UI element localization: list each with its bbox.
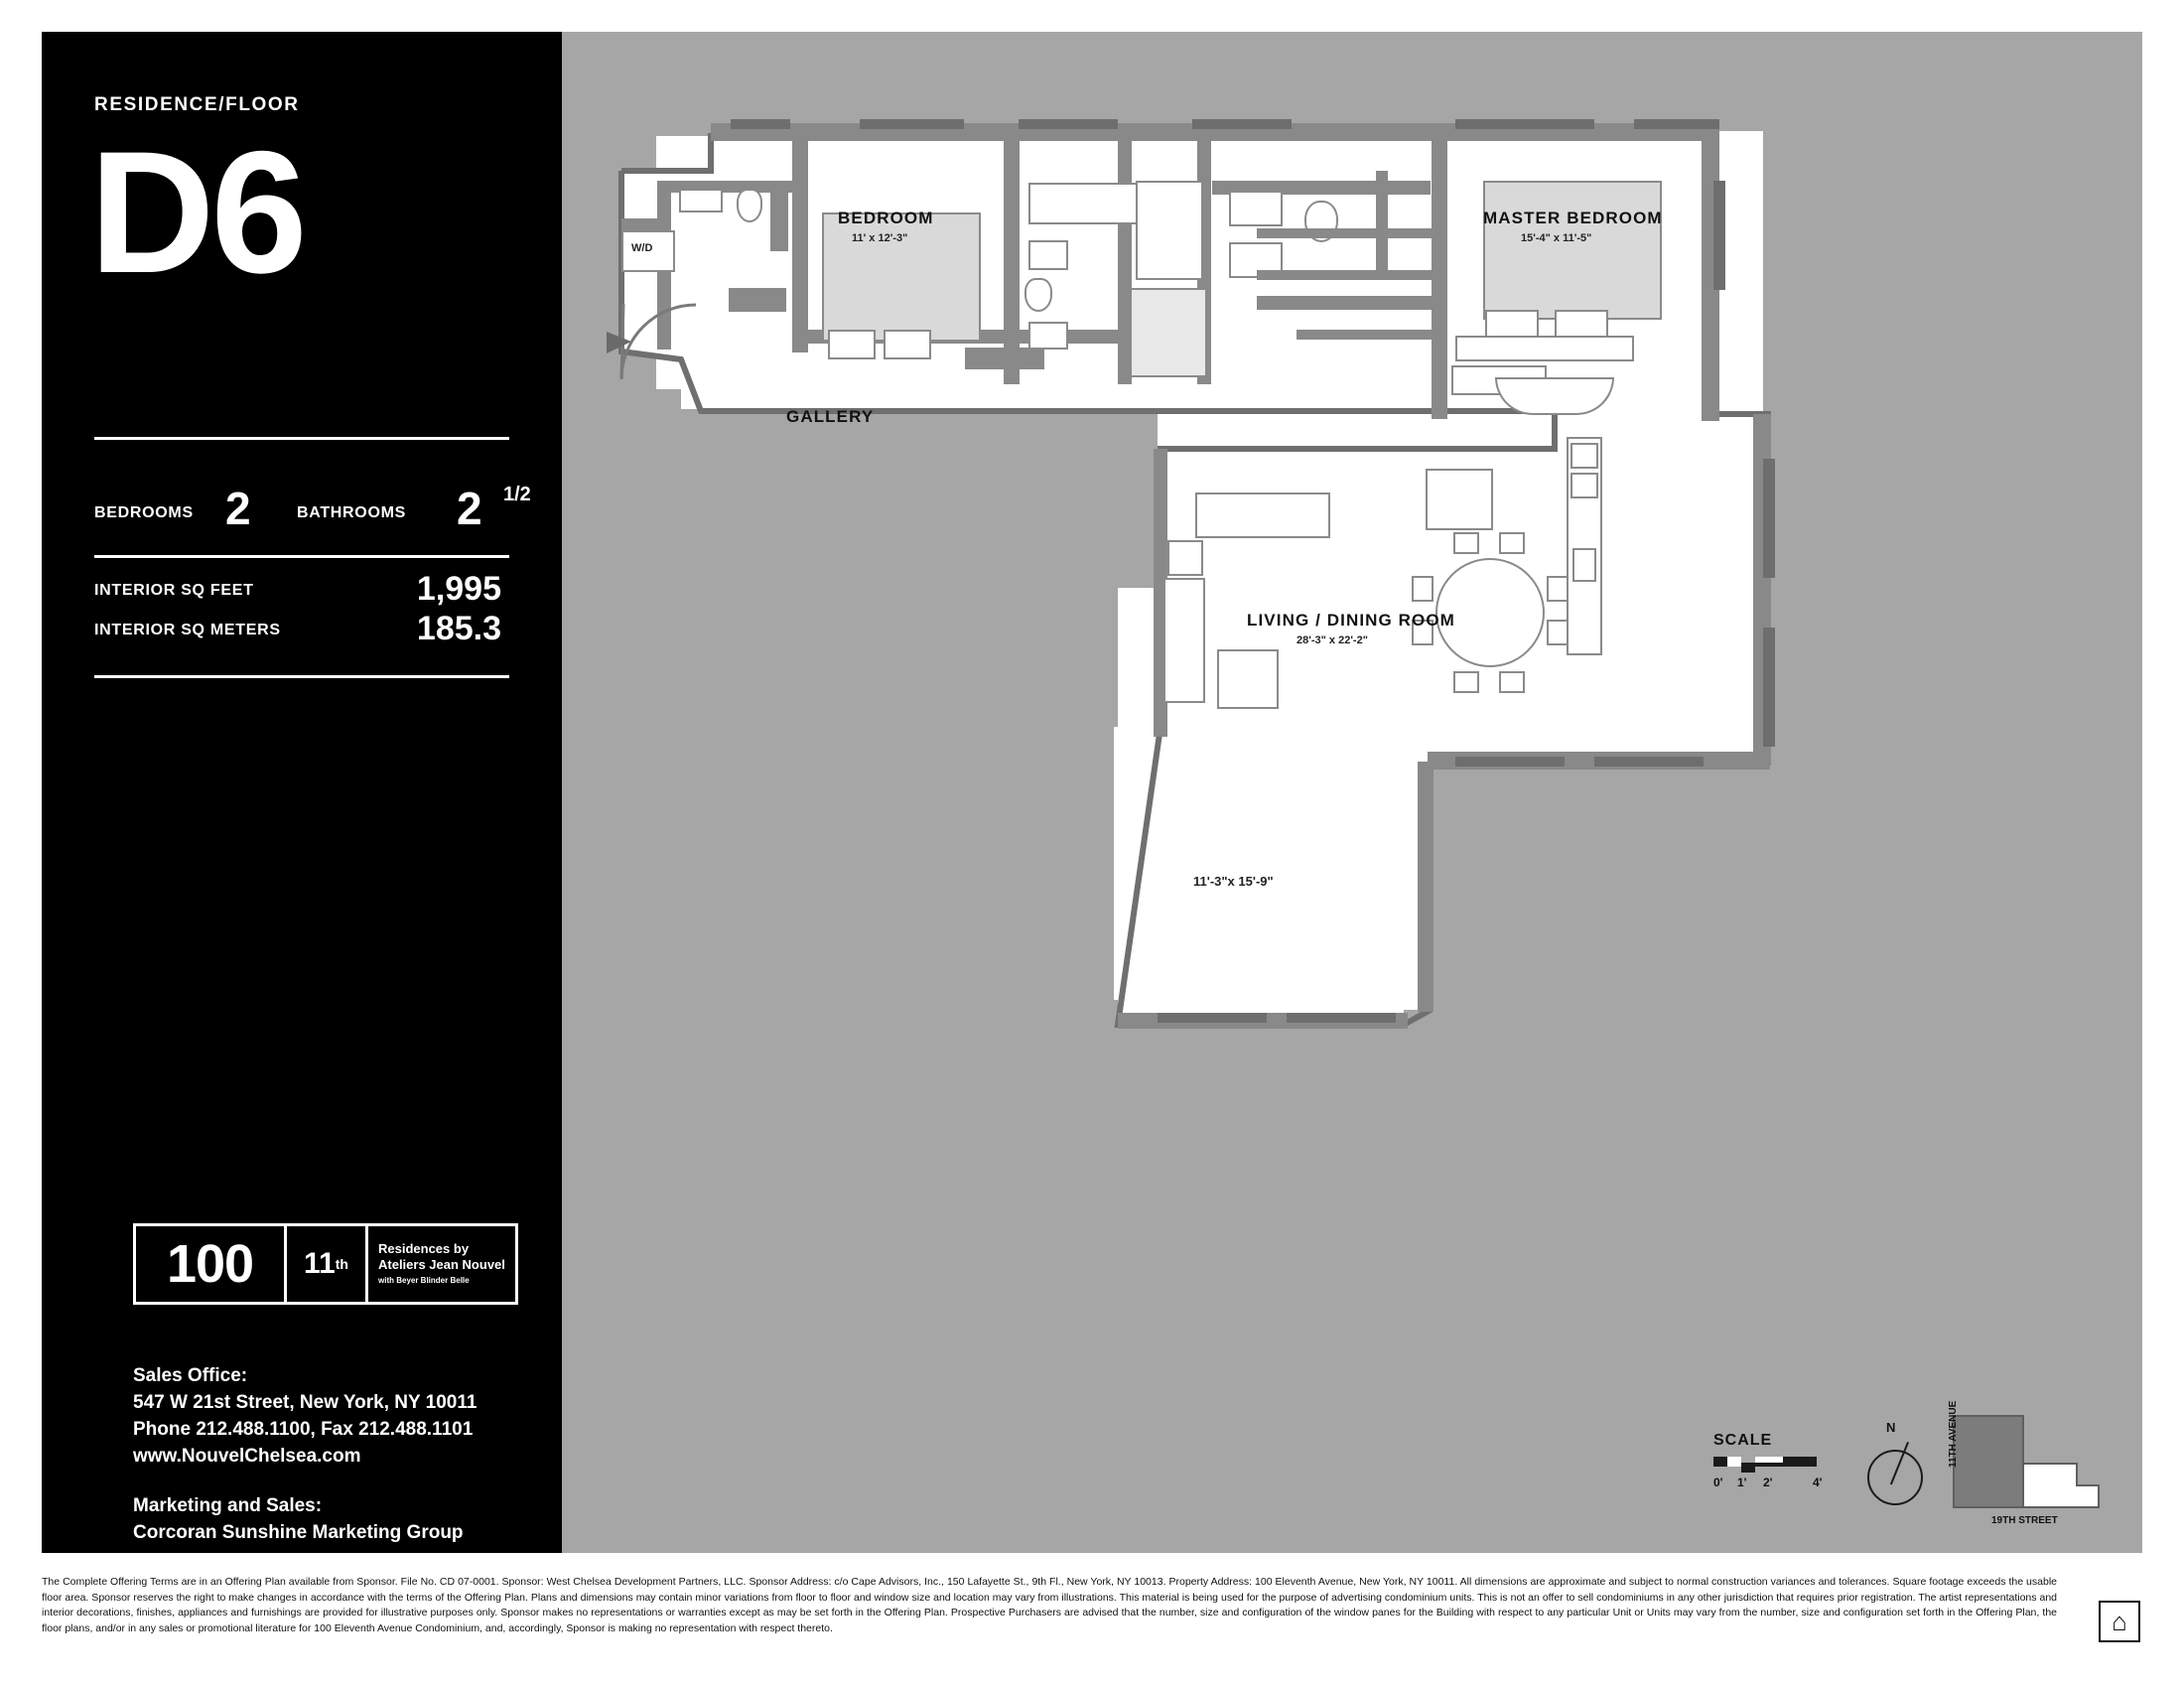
interior-sq-meters-value: 185.3 bbox=[416, 610, 501, 647]
interior-sq-feet-value: 1,995 bbox=[416, 570, 501, 608]
room-dim-master-bedroom: 15'-4" x 11'-5" bbox=[1521, 232, 1592, 244]
closet-bedroom bbox=[729, 288, 786, 312]
interior-sq-feet-label: INTERIOR SQ FEET bbox=[94, 582, 254, 599]
vanity-powder bbox=[679, 189, 723, 212]
window-lower-2 bbox=[1287, 1013, 1396, 1023]
room-label-living-dining: LIVING / DINING ROOM bbox=[1247, 611, 1455, 630]
window-mullion-6 bbox=[1634, 119, 1719, 129]
closet-master-3 bbox=[1257, 296, 1435, 310]
room-label-gallery: GALLERY bbox=[786, 407, 875, 426]
dining-chair-5 bbox=[1453, 532, 1479, 554]
bathrooms-label: BATHROOMS bbox=[297, 504, 406, 521]
key-map bbox=[1948, 1400, 2128, 1551]
cooktop-2 bbox=[1570, 473, 1598, 498]
logo-ordinal bbox=[287, 1226, 368, 1302]
side-table-living bbox=[1426, 469, 1493, 530]
dresser-master bbox=[1455, 336, 1634, 361]
shower-master bbox=[1130, 288, 1207, 377]
window-right-3 bbox=[1763, 628, 1775, 747]
bedrooms-label: BEDROOMS bbox=[94, 504, 194, 521]
bathtub-secondary bbox=[1028, 183, 1138, 224]
scale-bar bbox=[1713, 1457, 1823, 1473]
closet-master-2 bbox=[1257, 270, 1435, 280]
marketing-value: Corcoran Sunshine Marketing Group bbox=[133, 1521, 464, 1543]
bathtub-master bbox=[1136, 181, 1203, 280]
logo-tagline-line2: Ateliers Jean Nouvel bbox=[378, 1257, 505, 1273]
residence-floor-label: RESIDENCE/FLOOR bbox=[94, 94, 300, 115]
sofa-living bbox=[1195, 492, 1330, 538]
coffee-table-living bbox=[1217, 649, 1279, 709]
bed-bath-stats bbox=[94, 469, 531, 534]
sales-office-phone: Phone 212.488.1100, Fax 212.488.1101 bbox=[133, 1419, 474, 1441]
contact-spacer bbox=[133, 1471, 550, 1492]
wd-label: W/D bbox=[631, 242, 653, 254]
sales-office-website[interactable]: www.NouvelChelsea.com bbox=[133, 1446, 361, 1468]
bedrooms-value: 2 bbox=[225, 483, 251, 534]
closet-master-4 bbox=[1297, 330, 1435, 340]
floorplan-drawing bbox=[562, 32, 2142, 1553]
window-mullion-2 bbox=[860, 119, 964, 129]
logo-tagline-line1: Residences by bbox=[378, 1241, 470, 1257]
logo-ordinal-suffix: th bbox=[335, 1256, 348, 1272]
dining-chair-7 bbox=[1453, 671, 1479, 693]
key-map-avenue-label: 11TH AVENUE bbox=[1948, 1400, 1959, 1468]
room-label-bedroom: BEDROOM bbox=[838, 209, 934, 227]
armchair-living bbox=[1163, 578, 1205, 703]
compass-rose bbox=[1867, 1450, 1923, 1505]
area-stats bbox=[94, 570, 509, 655]
window-right-2 bbox=[1763, 459, 1775, 578]
room-dim-living-dining: 28'-3" x 22'-2" bbox=[1297, 634, 1368, 646]
equal-housing-opportunity-icon: ⌂ bbox=[2099, 1601, 2140, 1642]
scale-bar-group bbox=[1713, 1432, 1833, 1489]
logo-number: 100 bbox=[136, 1226, 287, 1302]
nightstand-bedroom-2 bbox=[884, 330, 931, 359]
sales-office-address: 547 W 21st Street, New York, NY 10011 bbox=[133, 1392, 478, 1414]
unit-code: D6 bbox=[89, 116, 304, 310]
scale-tick-1: 1' bbox=[1737, 1476, 1747, 1489]
divider-bottom bbox=[94, 675, 509, 678]
dining-chair-8 bbox=[1499, 671, 1525, 693]
toilet-powder bbox=[737, 189, 762, 222]
interior-sq-meters-row bbox=[94, 610, 509, 655]
closet-shelf-entry bbox=[770, 186, 788, 251]
window-bottom-1 bbox=[1455, 757, 1565, 767]
logo-ordinal-number: 11 bbox=[304, 1247, 336, 1280]
logo-tagline bbox=[368, 1226, 515, 1302]
interior-sq-meters-label: INTERIOR SQ METERS bbox=[94, 622, 281, 638]
compass-north-label: N bbox=[1886, 1420, 1896, 1435]
scale-tick-2: 2' bbox=[1763, 1476, 1773, 1489]
dining-chair-6 bbox=[1499, 532, 1525, 554]
toilet-secondary bbox=[1024, 278, 1052, 312]
nightstand-bedroom-1 bbox=[828, 330, 876, 359]
closet-bedroom-2 bbox=[965, 348, 1044, 369]
bathrooms-value: 2 bbox=[457, 483, 482, 534]
sink-secondary-2 bbox=[1028, 322, 1068, 350]
window-bottom-2 bbox=[1594, 757, 1704, 767]
brand-logo bbox=[133, 1223, 518, 1305]
kitchen-sink bbox=[1572, 548, 1596, 582]
divider-middle bbox=[94, 555, 509, 558]
window-mullion-5 bbox=[1455, 119, 1594, 129]
vanity-master bbox=[1229, 191, 1283, 226]
window-lower-1 bbox=[1158, 1013, 1267, 1023]
closet-partition-tall bbox=[1376, 171, 1388, 280]
contact-block bbox=[133, 1362, 550, 1546]
sales-office-label: Sales Office: bbox=[133, 1365, 248, 1386]
window-right-1 bbox=[1713, 181, 1725, 290]
scale-tick-0: 0' bbox=[1713, 1476, 1723, 1489]
logo-tagline-line3: with Beyer Blinder Belle bbox=[378, 1276, 470, 1286]
room-label-master-bedroom: MASTER BEDROOM bbox=[1483, 209, 1663, 227]
sofa-living-2 bbox=[1167, 540, 1203, 576]
divider-top bbox=[94, 437, 509, 440]
wall-mid-divider bbox=[1418, 762, 1433, 1012]
kitchen-counter bbox=[1567, 437, 1602, 655]
room-dim-bedroom: 11' x 12'-3" bbox=[852, 232, 908, 244]
rug-master bbox=[1495, 377, 1614, 415]
scale-label: SCALE bbox=[1713, 1432, 1773, 1449]
key-map-shape bbox=[1950, 1412, 2128, 1531]
window-mullion-1 bbox=[731, 119, 790, 129]
window-mullion-3 bbox=[1019, 119, 1118, 129]
room-dim-lower: 11'-3"x 15'-9" bbox=[1193, 874, 1274, 889]
cooktop bbox=[1570, 443, 1598, 469]
scale-tick-3: 4' bbox=[1813, 1476, 1823, 1489]
dining-chair-4 bbox=[1547, 620, 1569, 645]
scale-ticks bbox=[1713, 1476, 1833, 1489]
bathrooms-fraction: 1/2 bbox=[503, 484, 531, 505]
info-sidebar bbox=[42, 32, 562, 1553]
legal-disclaimer: The Complete Offering Terms are in an Offering Plan available from Sponsor. File No. CD 07-0001. Sponsor: West Chelsea Development Partners, LLC. Sponsor Address: c/o Cape Advisors, Inc., 150 Lafayette St., 9th Fl., New York, NY 10013. Property Address: 100 Eleventh Avenue, New York, NY 10011. All dimensions are approximate and subject to normal construction variances and tolerances. Square footage exceeds the usable floor area. Sponsor reserves the right to make changes in accordance with the terms of the Offering Plan. Plans and dimensions may contain minor variations from floor to floor and window size and location may vary from illustrations. This material is being used for the purpose of advertising condominium units. This is not an offer to sell condominiums in any other jurisdiction that requires prior registration. The artist representations and interior decorations, finishes, appliances and furnishings are provided for illustrative purposes only. Sponsor makes no representations or warranties except as may be set forth in the Offering Plan. Prospective Purchasers are advised that the number, size and configuration of the window panes for the Building with respect to any particular Unit or Units may vary from the number, size and configuration set forth in the Offering Plan, the floor plans, and/or in any sales or promotional literature for 100 Eleventh Avenue Condominium, and, accordingly, Sponsor is making no representation with respect thereto. bbox=[42, 1576, 2057, 1634]
partition-wd bbox=[621, 218, 661, 230]
key-map-street-label: 19TH STREET bbox=[1991, 1515, 2058, 1526]
bed-master bbox=[1483, 181, 1662, 320]
marketing-label: Marketing and Sales: bbox=[133, 1494, 323, 1516]
dining-chair-1 bbox=[1412, 576, 1433, 602]
dining-chair-3 bbox=[1547, 576, 1569, 602]
window-mullion-4 bbox=[1192, 119, 1292, 129]
sink-secondary bbox=[1028, 240, 1068, 270]
closet-master-1 bbox=[1257, 228, 1435, 238]
